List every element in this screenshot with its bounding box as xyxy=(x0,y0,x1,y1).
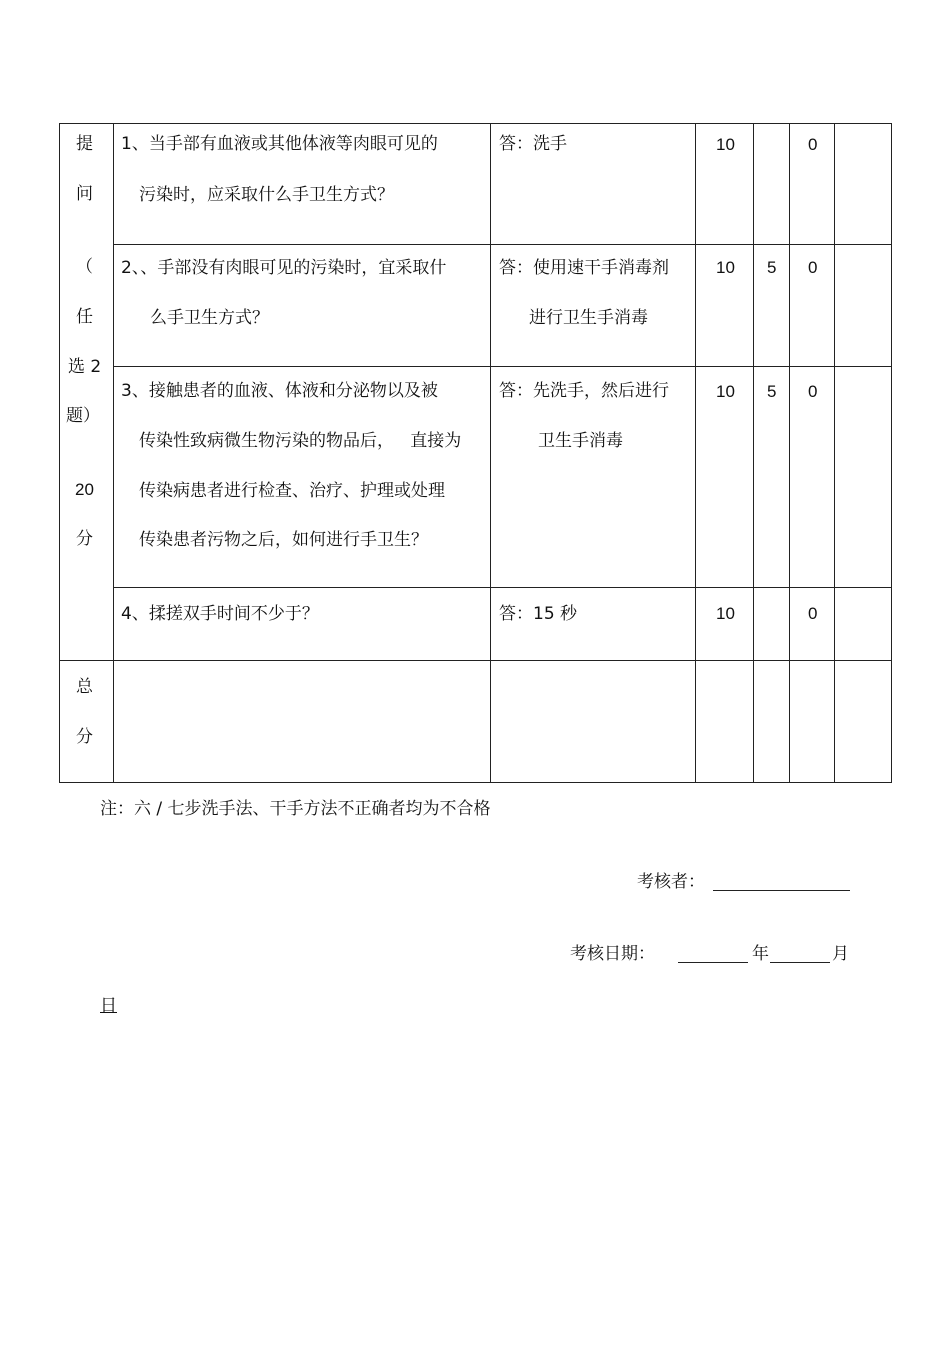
answer-line: 答：洗手 xyxy=(499,134,567,154)
question-line: 3、接触患者的血液、体液和分泌物以及被 xyxy=(121,381,438,401)
question-line: 1、当手部有血液或其他体液等肉眼可见的 xyxy=(121,134,438,154)
category-char: 分 xyxy=(76,529,93,549)
answer-line: 答：15 秒 xyxy=(499,604,578,624)
year-label: 年 xyxy=(752,944,769,964)
score-zero: 0 xyxy=(808,382,818,401)
footnote: 注：六 / 七步洗手法、干手方法不正确者均为不合格 xyxy=(100,799,491,819)
question-line: 传染性致病微生物污染的物品后， 直接为 xyxy=(139,431,462,451)
category-score: 20 xyxy=(75,480,94,499)
score-zero: 0 xyxy=(808,135,818,154)
question-line: 么手卫生方式？ xyxy=(150,308,269,328)
answer-line: 进行卫生手消毒 xyxy=(529,308,648,328)
examiner-underline xyxy=(713,890,850,891)
total-label-char: 总 xyxy=(76,677,93,697)
score-full: 10 xyxy=(716,135,735,154)
question-line: 传染病患者进行检查、治疗、护理或处理 xyxy=(139,481,445,501)
question-line: 2、、手部没有肉眼可见的污染时，宜采取什 xyxy=(121,258,447,278)
question-line: 4、揉搓双手时间不少于？ xyxy=(121,604,319,624)
answer-line: 答：使用速干手消毒剂 xyxy=(499,258,669,278)
month-underline xyxy=(770,962,830,963)
score-full: 10 xyxy=(716,258,735,277)
answer-line: 卫生手消毒 xyxy=(538,431,623,451)
question-line: 污染时，应采取什么手卫生方式？ xyxy=(139,185,394,205)
examiner-label: 考核者： xyxy=(637,872,705,892)
category-char: 提 xyxy=(76,134,93,154)
score-zero: 0 xyxy=(808,258,818,277)
category-char: 任 xyxy=(76,307,93,327)
score-zero: 0 xyxy=(808,604,818,623)
date-label: 考核日期： xyxy=(570,944,655,964)
category-char: （ xyxy=(76,257,93,277)
category-char: 问 xyxy=(76,184,93,204)
day-label: 日 xyxy=(100,996,117,1016)
month-label: 月 xyxy=(832,944,849,964)
answer-line: 答：先洗手，然后进行 xyxy=(499,381,669,401)
question-line: 传染患者污物之后，如何进行手卫生？ xyxy=(139,530,428,550)
score-full: 10 xyxy=(716,604,735,623)
total-label-char: 分 xyxy=(76,727,93,747)
category-char: 选 2 xyxy=(68,357,102,377)
score-partial: 5 xyxy=(767,382,777,401)
score-partial: 5 xyxy=(767,258,777,277)
year-underline xyxy=(678,962,748,963)
score-full: 10 xyxy=(716,382,735,401)
category-char: 题） xyxy=(66,406,100,426)
